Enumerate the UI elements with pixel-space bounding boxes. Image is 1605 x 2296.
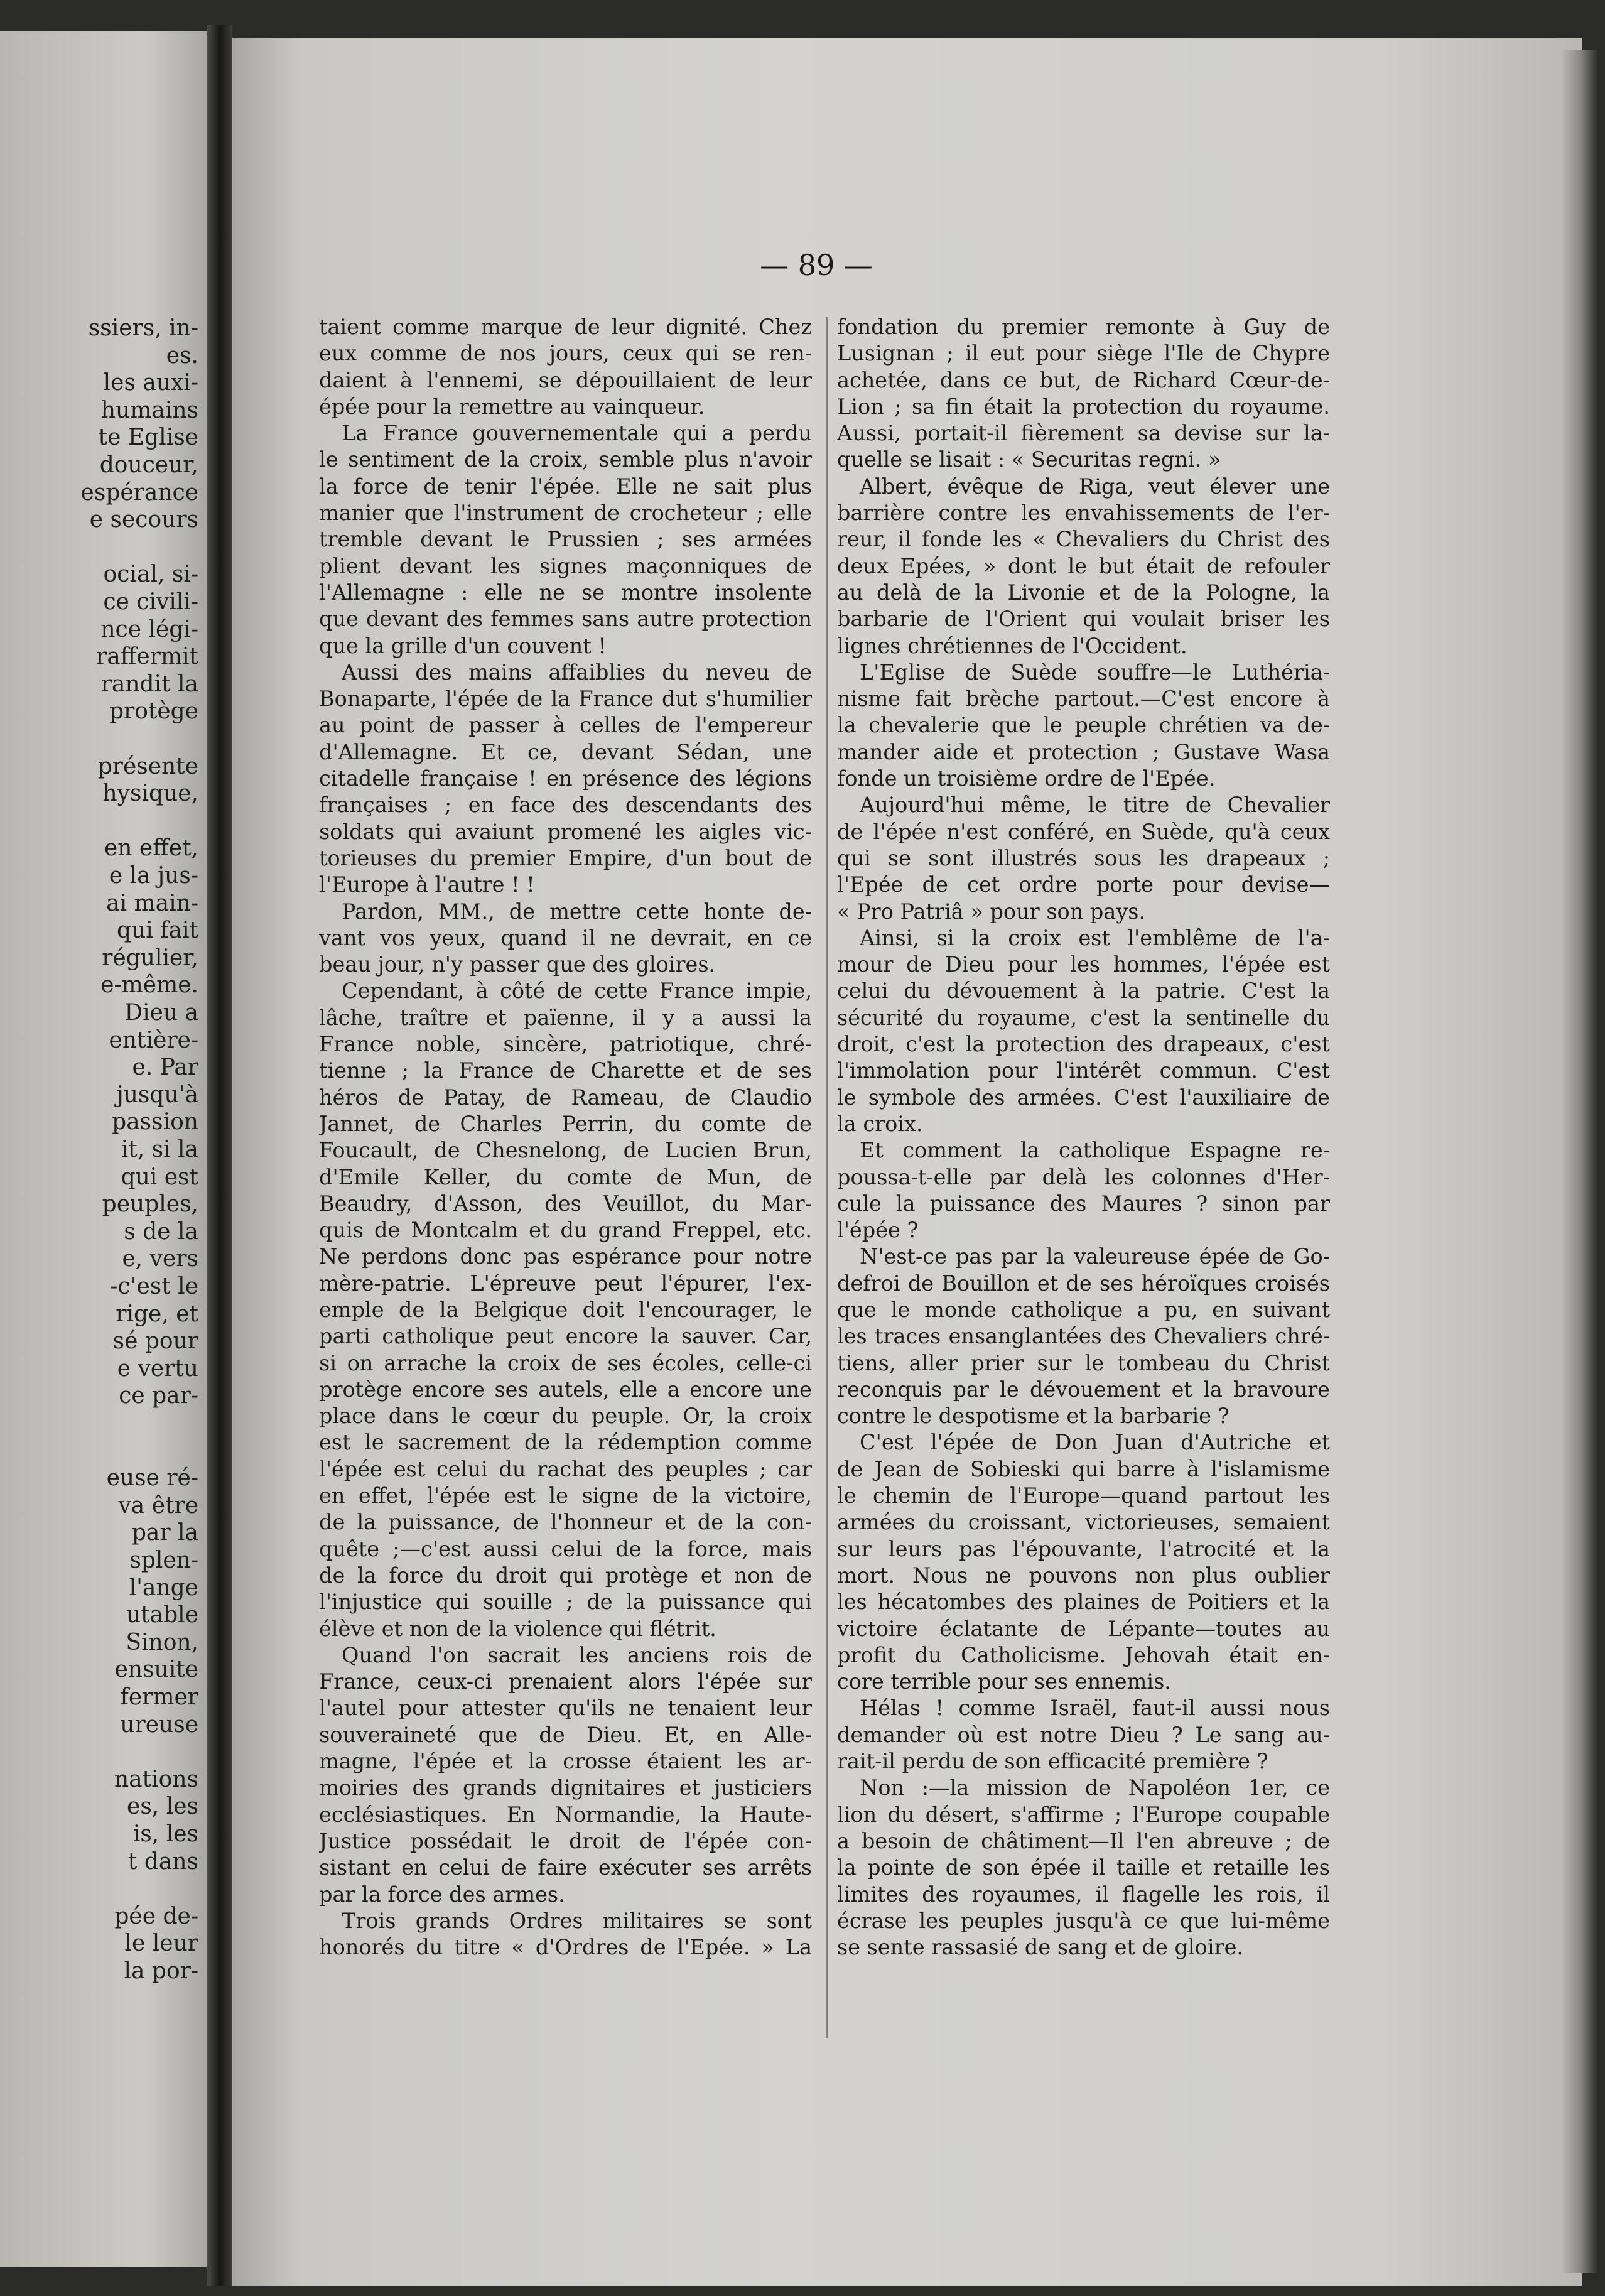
left-page-fragment: raffermit [96, 644, 198, 670]
left-page-fragment: randit la [100, 671, 198, 697]
text-line: daient à l'ennemi, se dépouillaient de leur [319, 367, 812, 393]
text-line: Quand l'on sacrait les anciens rois de [342, 1642, 812, 1667]
text-line: La France gouvernementale qui a perdu [342, 421, 812, 446]
left-page-fragment: qui est [121, 1164, 198, 1190]
text-line: Cependant, à côté de cette France impie, [342, 978, 812, 1004]
left-page-fragment: ce civili- [103, 589, 198, 615]
text-line: Ainsi, si la croix est l'emblême de l'a- [860, 925, 1330, 950]
text-line: l'autel pour attester qu'ils ne tenaient leur [319, 1696, 812, 1721]
text-line: beau jour, n'y passer que des gloires. [319, 952, 716, 977]
text-line: en effet, l'épée est le signe de la victoire, [319, 1483, 812, 1508]
left-page-fragment: humains [100, 397, 198, 423]
text-line: France, ceux-ci prenaient alors l'épée sur [319, 1669, 812, 1694]
page-number: — 89 — [760, 248, 873, 282]
text-line: sistant en celui de faire exécuter ses arrêts [319, 1855, 812, 1880]
text-line: Aussi, portait-il fièrement sa devise sur la- [837, 421, 1330, 446]
left-page-fragment: en effet, [104, 835, 198, 862]
text-line: Aujourd'hui même, le titre de Chevalier [860, 793, 1330, 818]
text-line: Jannet, de Charles Perrin, du comte de [319, 1111, 812, 1136]
left-page-fragment: espérance [80, 479, 198, 506]
left-page-fragment: régulier, [102, 945, 198, 971]
text-line: l'Allemagne : elle ne se montre insolente [319, 580, 812, 605]
left-page-fragment: ocial, si- [103, 561, 198, 588]
text-line: souveraineté que de Dieu. Et, en Alle- [319, 1722, 812, 1747]
text-line: defroi de Bouillon et de ses héroïques croisés [837, 1270, 1330, 1296]
text-line: de la puissance, de l'honneur et de la con- [319, 1510, 812, 1535]
text-line: l'injustice qui souille ; de la puissance qui [319, 1589, 812, 1615]
left-page-fragment: jusqu'à [116, 1081, 198, 1108]
left-page-fragment: la por- [124, 1958, 198, 1984]
text-line: fondation du premier remonte à Guy de [837, 315, 1330, 339]
text-line: d'Allemagne. Et ce, devant Sédan, une [319, 739, 812, 764]
left-page-edge [0, 31, 207, 2267]
text-line: la croix. [837, 1111, 923, 1136]
left-page-fragment: euse ré- [106, 1465, 198, 1492]
text-line: quis de Montcalm et du grand Freppel, etc. [319, 1218, 812, 1243]
text-line: tremble devant le Prussien ; ses armées [319, 527, 812, 552]
text-line: élève et non de la violence qui flétrit. [319, 1616, 716, 1641]
left-page-fragment: utable [126, 1602, 198, 1628]
left-page-fragment: fermer [120, 1684, 198, 1710]
text-line: deux Epées, » dont le but était de refouler [837, 553, 1330, 578]
text-line: fonde un troisième ordre de l'Epée. [837, 766, 1216, 791]
text-line: de Jean de Sobieski qui barre à l'islamisme [837, 1456, 1330, 1481]
text-line: achetée, dans ce but, de Richard Cœur-de- [837, 367, 1330, 393]
left-page-fragment: e secours [89, 507, 198, 533]
text-line: l'immolation pour l'intérêt commun. C'est [837, 1058, 1330, 1083]
text-line: Foucault, de Chesnelong, de Lucien Brun, [319, 1138, 812, 1163]
left-page-fragment: ssiers, in- [88, 315, 198, 341]
text-line: les hécatombes des plaines de Poitiers et la [837, 1589, 1330, 1615]
text-line: le symbole des armées. C'est l'auxiliaire de [837, 1085, 1330, 1110]
text-line: core terrible pour ses ennemis. [837, 1669, 1171, 1694]
text-line: de la force du droit qui protège et non de [319, 1562, 812, 1588]
left-page-fragment: passion [112, 1109, 198, 1135]
left-page-fragment: es, les [127, 1794, 198, 1820]
text-column-left [319, 314, 812, 2047]
text-line: épée pour la remettre au vainqueur. [319, 394, 705, 419]
text-line: magne, l'épée et la crosse étaient les ar- [319, 1749, 812, 1774]
left-page-fragment: les auxi- [103, 370, 198, 396]
text-line: demander où est notre Dieu ? Le sang au- [837, 1722, 1330, 1747]
text-line: si on arrache la croix de ses écoles, celle-ci [319, 1350, 812, 1375]
left-page-fragment: e vertu [117, 1355, 198, 1382]
text-line: mort. Nous ne pouvons non plus oublier [837, 1562, 1330, 1588]
left-page-fragment: pée de- [114, 1903, 198, 1929]
left-page-fragment: peuples, [102, 1191, 198, 1218]
text-line: Non :—la mission de Napoléon 1er, ce [860, 1775, 1330, 1801]
text-line: Lusignan ; il eut pour siège l'Ile de Chypre [837, 341, 1330, 366]
left-page-fragment: s de la [124, 1218, 198, 1245]
text-line: honorés du titre « d'Ordres de l'Epée. » La [319, 1935, 812, 1960]
text-line: lion du désert, s'affirme ; l'Europe coupable [837, 1802, 1330, 1827]
text-line: héros de Patay, de Rameau, de Claudio [319, 1085, 812, 1110]
text-column-right [837, 314, 1330, 2047]
left-page-fragment: e la jus- [109, 863, 198, 889]
text-line: mère-patrie. L'épreuve peut l'épurer, l'ex- [319, 1270, 812, 1296]
left-page-fragment: Sinon, [126, 1629, 198, 1655]
text-line: l'Europe à l'autre ! ! [319, 872, 535, 897]
left-page-fragment: it, si la [121, 1137, 198, 1162]
text-line: quête ;—c'est aussi celui de la force, mais [319, 1536, 812, 1561]
text-line: citadelle française ! en présence des légions [319, 766, 812, 791]
left-page-fragment: splen- [129, 1547, 198, 1573]
text-line: Et comment la catholique Espagne re- [860, 1138, 1330, 1163]
text-line: celui du dévouement à la patrie. C'est la [837, 978, 1330, 1004]
text-line: Bonaparte, l'épée de la France dut s'humilier [319, 686, 812, 712]
text-line: le sentiment de la croix, semble plus n'avoir [319, 447, 812, 472]
text-line: tiens, aller prier sur le tombeau du Christ [837, 1350, 1330, 1375]
left-page-fragment: hysique, [102, 781, 198, 807]
left-page-fragment: sé pour [112, 1328, 198, 1355]
left-page-fragment: va être [118, 1492, 198, 1519]
text-line: nisme fait brèche partout.—C'est encore à [837, 686, 1330, 712]
text-line: tienne ; la France de Charette et de ses [319, 1058, 812, 1083]
text-line: poussa-t-elle par delà les colonnes d'Her- [837, 1164, 1330, 1189]
text-line: qui se sont illustrés sous les drapeaux ; [837, 845, 1330, 870]
text-line: taient comme marque de leur dignité. Chez [319, 315, 812, 339]
left-page-fragment: te Eglise [98, 425, 198, 451]
text-line: écrase les peuples jusqu'à ce que lui-même [837, 1908, 1330, 1933]
text-line: ecclésiastiques. En Normandie, la Haute- [319, 1802, 812, 1827]
text-line: Pardon, MM., de mettre cette honte de- [342, 899, 812, 924]
text-line: plient devant les signes maçonniques de [319, 553, 812, 578]
text-line: barrière contre les envahissements de l'er- [837, 501, 1330, 526]
text-line: N'est-ce pas par la valeureuse épée de Go- [860, 1244, 1330, 1269]
text-line: au delà de la Livonie et de la Pologne, la [837, 580, 1330, 605]
text-line: Hélas ! comme Israël, faut-il aussi nous [860, 1696, 1330, 1721]
text-line: limites des royaumes, il flagelle les rois, il [837, 1882, 1330, 1907]
text-line: Trois grands Ordres militaires se sont [342, 1908, 812, 1933]
left-page-fragment: qui fait [117, 918, 198, 944]
text-line: eux comme de nos jours, ceux qui se ren- [319, 341, 812, 366]
text-line: la chevalerie que le peuple chrétien va de- [837, 713, 1330, 738]
text-line: rait-il perdu de son efficacité première ? [837, 1749, 1268, 1774]
text-line: se sente rassasié de sang et de gloire. [837, 1935, 1244, 1960]
text-line: que devant des femmes sans autre protection [319, 607, 812, 632]
text-line: l'épée ? [837, 1218, 919, 1243]
text-line: Justice possédait le droit de l'épée con- [319, 1828, 812, 1853]
text-line: l'épée est celui du rachat des peuples ; car [319, 1456, 812, 1481]
left-page-fragment: nations [114, 1766, 198, 1792]
text-line: de l'épée n'est conféré, en Suède, qu'à ceux [837, 819, 1330, 844]
text-line: reconquis par le dévouement et la bravoure [837, 1377, 1330, 1402]
text-line: mander aide et protection ; Gustave Wasa [837, 739, 1330, 764]
text-line: que la grille d'un couvent ! [319, 633, 607, 658]
left-page-fragment: ureuse [120, 1711, 198, 1738]
page-edge [1560, 50, 1598, 2273]
text-line: Aussi des mains affaiblies du neveu de [342, 659, 812, 685]
text-line: les traces ensanglantées des Chevaliers chré- [837, 1324, 1330, 1349]
book-gutter [207, 25, 232, 2286]
text-line: sur leurs pas l'épouvante, l'atrocité et la [837, 1536, 1330, 1561]
left-page-fragment: e-même. [100, 972, 198, 999]
text-line: France noble, sincère, patriotique, chré- [319, 1032, 812, 1057]
text-line: quelle se lisait : « Securitas regni. » [837, 447, 1221, 472]
text-line: a besoin de châtiment—Il l'en abreuve ; de [837, 1828, 1330, 1853]
text-line: place dans le cœur du peuple. Or, la croix [319, 1404, 812, 1429]
text-line: « Pro Patriâ » pour son pays. [837, 899, 1146, 924]
left-page-fragment: entière- [109, 1027, 198, 1053]
left-page-fragment: Dieu a [124, 1000, 198, 1026]
left-page-fragment: protège [109, 698, 198, 725]
text-line: cule la puissance des Maures ? sinon par [837, 1191, 1330, 1216]
text-line: françaises ; en face des descendants des [319, 793, 812, 818]
text-line: par la force des armes. [319, 1882, 565, 1907]
text-line: barbarie de l'Orient qui voulait briser les [837, 607, 1330, 632]
text-line: soldats qui avaiunt promené les aigles vic- [319, 819, 812, 844]
text-line: reur, il fonde les « Chevaliers du Christ des [837, 527, 1330, 552]
left-page-fragment: t dans [127, 1848, 198, 1875]
text-line: vant vos yeux, quand il ne devrait, en ce [319, 925, 812, 950]
left-page-fragment: e. Par [132, 1054, 198, 1081]
text-line: C'est l'épée de Don Juan d'Autriche et [860, 1430, 1330, 1455]
text-line: protège encore ses autels, elle a encore une [319, 1377, 812, 1402]
text-line: l'Epée de cet ordre porte pour devise— [837, 872, 1330, 897]
text-line: moiries des grands dignitaires et justiciers [319, 1775, 812, 1801]
text-line: droit, c'est la protection des drapeaux, c'est [837, 1032, 1330, 1057]
text-line: la pointe de son épée il taille et retaille les [837, 1855, 1330, 1880]
left-page-fragment: es. [166, 342, 198, 369]
left-page-fragment: ensuite [114, 1657, 198, 1683]
text-line: la force de tenir l'épée. Elle ne sait plus [319, 474, 812, 499]
text-line: torieuses du premier Empire, d'un bout de [319, 845, 812, 870]
text-line: victoire éclatante de Lépante—toutes au [837, 1616, 1330, 1641]
left-page-fragment: ai main- [106, 890, 198, 916]
text-line: est le sacrement de la rédemption comme [319, 1430, 812, 1455]
text-line: lignes chrétiennes de l'Occident. [837, 633, 1187, 658]
left-page-fragment: rige, et [116, 1301, 198, 1327]
left-page-fragment: ce par- [119, 1383, 198, 1409]
text-line: mour de Dieu pour les hommes, l'épée est [837, 952, 1330, 977]
text-line: L'Eglise de Suède souffre—le Luthéria- [860, 659, 1330, 685]
text-line: Lion ; sa fin était la protection du royaume. [837, 394, 1330, 419]
text-line: emple de la Belgique doit l'encourager, le [319, 1297, 812, 1322]
text-line: lâche, traître et païenne, il y a aussi la [319, 1005, 812, 1030]
left-page-fragment: is, les [132, 1821, 198, 1847]
left-page-fragment: e, vers [122, 1246, 198, 1272]
text-line: armées du croissant, victorieuses, semaient [837, 1510, 1330, 1535]
text-line: contre le despotisme et la barbarie ? [837, 1404, 1229, 1429]
text-line: au point de passer à celles de l'empereur [319, 713, 812, 738]
column-divider [826, 317, 828, 2038]
text-line: manier que l'instrument de crocheteur ; elle [319, 501, 812, 526]
text-line: d'Emile Keller, du comte de Mun, de [319, 1164, 812, 1189]
left-page-fragment: par la [131, 1520, 198, 1546]
left-page-fragment: douceur, [99, 452, 198, 478]
text-line: Albert, évêque de Riga, veut élever une [860, 474, 1330, 499]
text-line: que le monde catholique a pu, en suivant [837, 1297, 1330, 1322]
left-page-fragment: le leur [124, 1930, 198, 1957]
left-page-fragment: nce légi- [100, 616, 198, 642]
text-line: parti catholique peut encore la sauver. Car, [319, 1324, 812, 1349]
text-line: Beaudry, d'Asson, des Veuillot, du Mar- [319, 1191, 812, 1216]
text-line: sécurité du royaume, c'est la sentinelle du [837, 1005, 1330, 1030]
text-line: le chemin de l'Europe—quand partout les [837, 1483, 1330, 1508]
left-page-fragment: l'ange [129, 1574, 198, 1601]
left-page-fragment: -c'est le [110, 1274, 198, 1299]
text-line: profit du Catholicisme. Jehovah était en- [837, 1642, 1330, 1667]
text-line: Ne perdons donc pas espérance pour notre [319, 1244, 812, 1269]
left-page-fragment: présente [97, 753, 198, 779]
